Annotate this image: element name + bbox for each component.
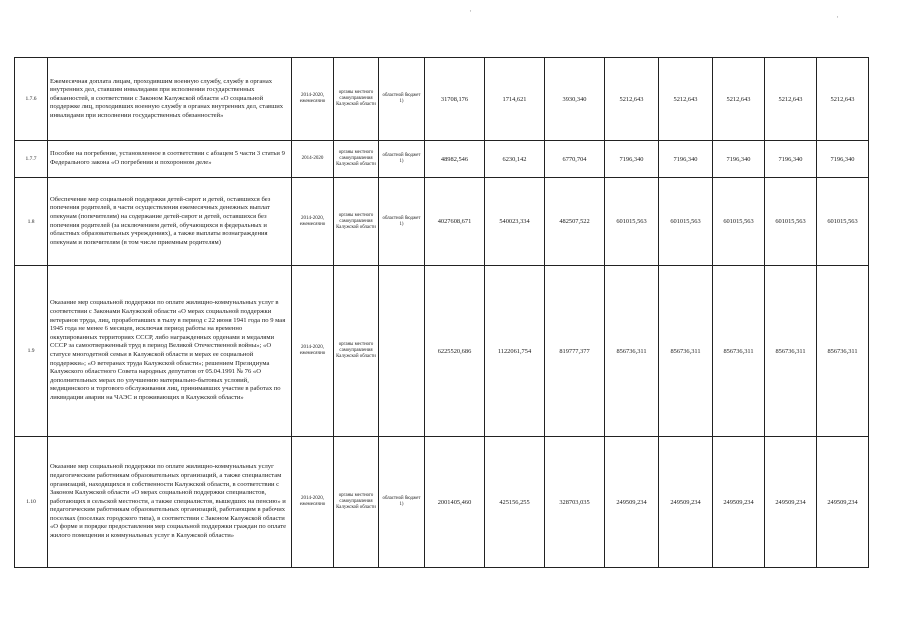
row-year-value: 7196,340	[659, 141, 713, 178]
row-year-value: 328703,035	[545, 437, 605, 568]
row-number: 1.9	[15, 266, 48, 437]
row-year-value: 5212,643	[817, 58, 869, 141]
row-year-value: 5212,643	[765, 58, 817, 141]
row-total-value: 6225520,686	[425, 266, 485, 437]
row-funding-source: областной бюджет 1)	[379, 141, 425, 178]
table-row	[15, 58, 869, 141]
row-number: 1.7.7	[15, 141, 48, 178]
row-period: 2014-2020	[292, 141, 334, 178]
row-year-value: 6770,704	[545, 141, 605, 178]
row-year-value: 540023,334	[485, 178, 545, 266]
budget-table	[14, 57, 869, 568]
row-year-value: 856736,311	[765, 266, 817, 437]
row-year-value: 601015,563	[659, 178, 713, 266]
row-period: 2014-2020, ежемесячно	[292, 178, 334, 266]
row-executor: органы местного самоуправления Калужской области	[334, 266, 379, 437]
row-year-value: 7196,340	[605, 141, 659, 178]
row-year-value: 6230,142	[485, 141, 545, 178]
row-funding-source: областной бюджет 1)	[379, 58, 425, 141]
row-year-value: 1122061,754	[485, 266, 545, 437]
row-total-value: 4027608,671	[425, 178, 485, 266]
row-funding-source	[379, 266, 425, 437]
scan-mark-right: ·	[836, 12, 839, 22]
row-total-value: 2001405,460	[425, 437, 485, 568]
row-year-value: 249509,234	[817, 437, 869, 568]
row-year-value: 1714,621	[485, 58, 545, 141]
row-executor: органы местного самоуправления Калужской области	[334, 141, 379, 178]
row-year-value: 601015,563	[817, 178, 869, 266]
row-year-value: 5212,643	[713, 58, 765, 141]
row-year-value: 482507,522	[545, 178, 605, 266]
row-description: Ежемесячная доплата лицам, проходившим военную службу, службу в органах внутренних дел, ставшим инвалидами при исполнении государственных обязанностей, в соответствии с Законом Калужской области «О социальной поддержке лиц, проходивших военную службу в органах внутренних дел, ставших инвалидами при исполнении государственных обязанностей»	[48, 58, 292, 141]
table-row	[15, 437, 869, 568]
row-description: Оказание мер социальной поддержки по оплате жилищно-коммунальных услуг в соответствии с Законами Калужской области «О мерах социальной поддержки ветеранов труда, лиц, проработавших в тылу в период с 22 июня 1941 года по 9 мая 1945 года не менее 6 месяцев, исключая период работы на временно оккупированных территориях СССР, либо награжденных орденами и медалями СССР за самоотверженный труд в период Великой Отечественной войны»; «О статусе многодетной семьи в Калужской области и мерах ее социальной поддержки»; «О ветеранах труда Калужской области»; решением Президиума Калужского областного Совета народных депутатов от 05.04.1991 № 76 «О дополнительных мерах по улучшению материально-бытовых условий, медицинского и торгового обслуживания лиц, принимавших участие в работах по ликвидации аварии на ЧАЭС и проживающих в Калужской области»	[48, 266, 292, 437]
row-total-value: 48982,546	[425, 141, 485, 178]
row-year-value: 425156,255	[485, 437, 545, 568]
row-funding-source: областной бюджет 1)	[379, 437, 425, 568]
row-year-value: 7196,340	[817, 141, 869, 178]
row-year-value: 7196,340	[765, 141, 817, 178]
row-total-value: 31708,176	[425, 58, 485, 141]
row-year-value: 856736,311	[659, 266, 713, 437]
row-number: 1.10	[15, 437, 48, 568]
row-period: 2014-2020, ежемесячно	[292, 58, 334, 141]
row-year-value: 3930,340	[545, 58, 605, 141]
row-period: 2014-2020, ежемесячно	[292, 437, 334, 568]
table-row	[15, 178, 869, 266]
scan-mark-top: ·	[469, 6, 472, 16]
row-funding-source: областной бюджет 1)	[379, 178, 425, 266]
row-year-value: 7196,340	[713, 141, 765, 178]
row-number: 1.8	[15, 178, 48, 266]
row-year-value: 249509,234	[713, 437, 765, 568]
row-year-value: 249509,234	[659, 437, 713, 568]
row-year-value: 856736,311	[605, 266, 659, 437]
row-executor: органы местного самоуправления Калужской области	[334, 178, 379, 266]
row-year-value: 249509,234	[765, 437, 817, 568]
table-row	[15, 266, 869, 437]
row-period: 2014-2020, ежемесячно	[292, 266, 334, 437]
row-year-value: 249509,234	[605, 437, 659, 568]
row-executor: органы местного самоуправления Калужской области	[334, 58, 379, 141]
row-year-value: 856736,311	[713, 266, 765, 437]
row-year-value: 856736,311	[817, 266, 869, 437]
row-year-value: 601015,563	[713, 178, 765, 266]
row-year-value: 5212,643	[605, 58, 659, 141]
row-description: Оказание мер социальной поддержки по оплате жилищно-коммунальных услуг педагогическим работникам образовательных организаций, а также специалистам организаций, находящихся в собственности Калужской области, в соответствии с Законом Калужской области «О мерах социальной поддержки специалистов, работающих в сельской местности, а также специалистов, вышедших на пенсию» и педагогическим работникам образовательных организаций, работающим в рабочих поселках (поселках городского типа), в соответствии с Законом Калужской области «О форме и порядке предоставления мер социальной поддержки граждан по оплате жилого помещения и коммунальных услуг в Калужской области»	[48, 437, 292, 568]
row-executor: органы местного самоуправления Калужской области	[334, 437, 379, 568]
table-row	[15, 141, 869, 178]
row-year-value: 819777,377	[545, 266, 605, 437]
row-description: Пособие на погребение, установленное в соответствии с абзацем 5 части 3 статьи 9 Федерального закона «О погребении и похоронном деле»	[48, 141, 292, 178]
row-description: Обеспечение мер социальной поддержки детей-сирот и детей, оставшихся без попечения родителей, в части осуществления ежемесячных денежных выплат опекунам (попечителям) на содержание детей-сирот и детей, оставшихся без попечения родителей (за исключением детей, обучающихся в федеральных и областных образовательных учреждениях), а также выплаты вознаграждения опекунам и попечителям (в том числе приемным родителям)	[48, 178, 292, 266]
row-year-value: 601015,563	[605, 178, 659, 266]
row-year-value: 5212,643	[659, 58, 713, 141]
row-year-value: 601015,563	[765, 178, 817, 266]
row-number: 1.7.6	[15, 58, 48, 141]
